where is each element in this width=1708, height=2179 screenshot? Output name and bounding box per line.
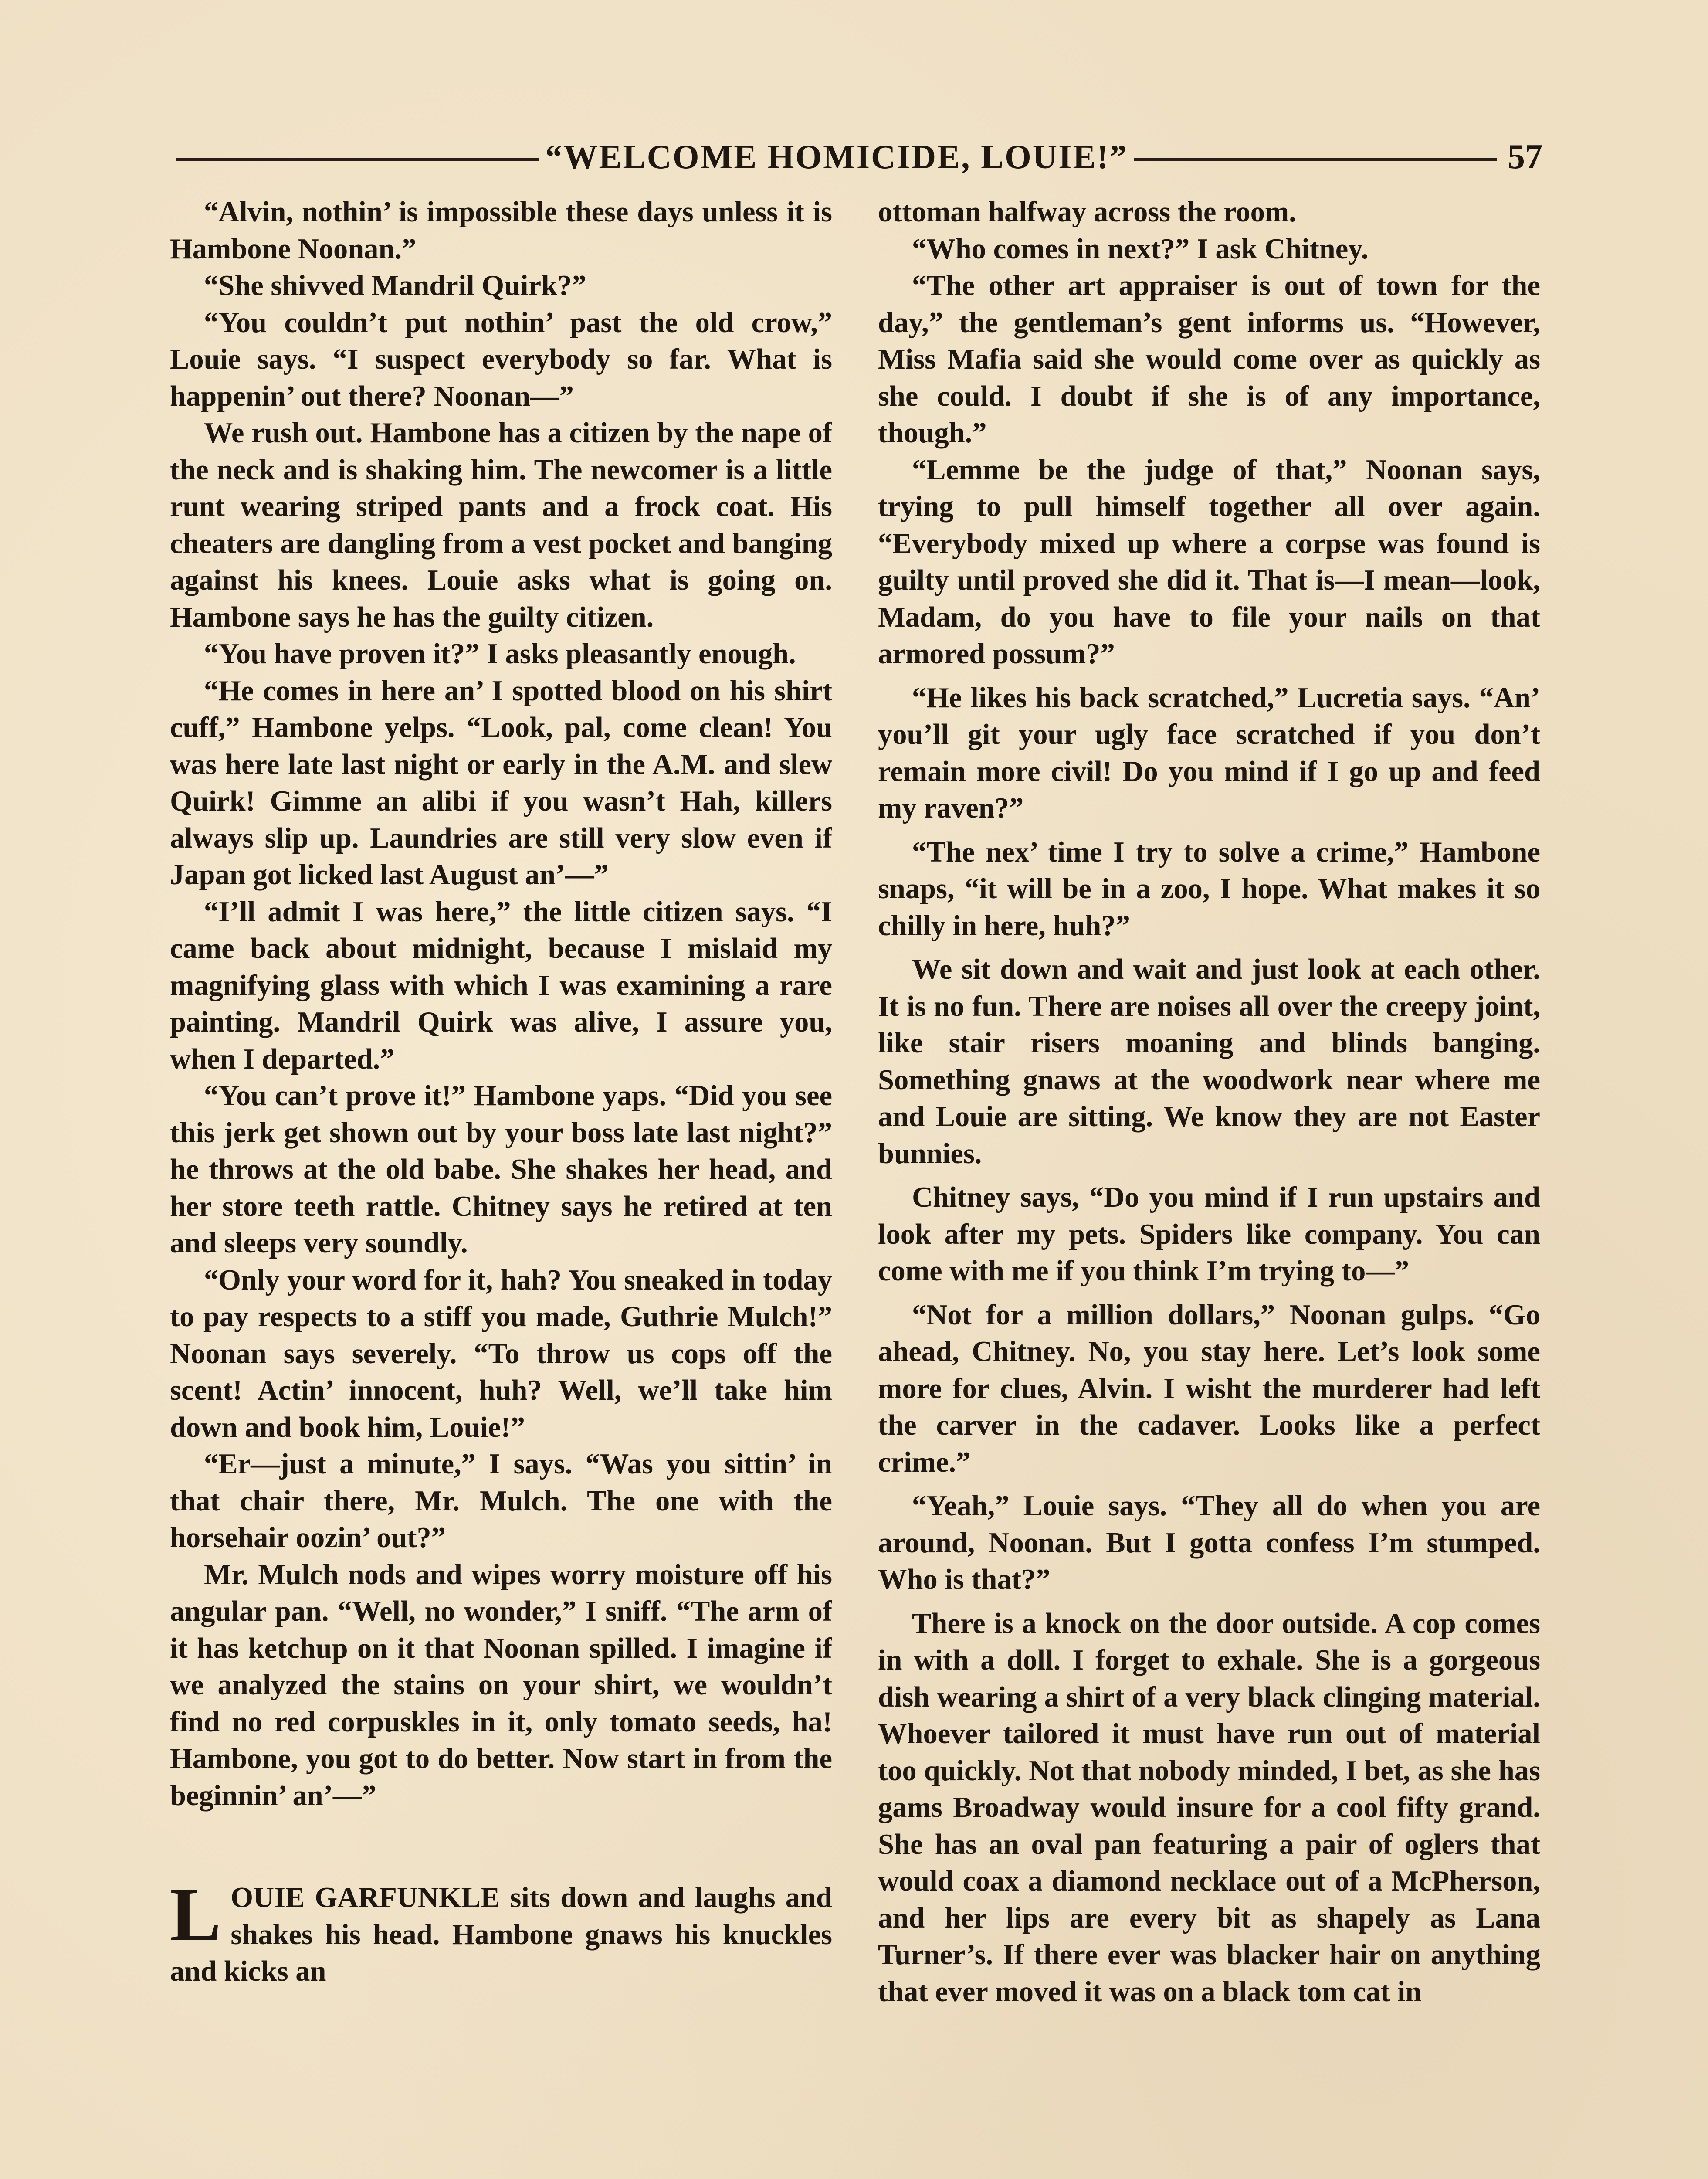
paragraph: “You have proven it?” I asks pleasantly enough. bbox=[204, 638, 796, 670]
paragraph: Chitney says, “Do you mind if I run upstairs and look after my pets. Spiders like company. You can come with me if you think I’m trying to—” bbox=[878, 1181, 1540, 1287]
running-title: “WELCOME HOMICIDE, LOUIE!” bbox=[545, 138, 1128, 176]
paragraph: Mr. Mulch nods and wipes worry moisture off his angular pan. “Well, no wonder,” I sniff. “The arm of it has ketchup on it that Noonan spilled. I imagine if we analyzed the stains on your shirt, we wouldn’t find no red corpuskles in it, only tomato seeds, ha! Hambone, you got to do better. Now start in from the beginnin’ an’—” bbox=[170, 1558, 832, 1812]
paragraph: “Yeah,” Louie says. “They all do when you are around, Noonan. But I gotta confess I’m stumped. Who is that?” bbox=[878, 1490, 1540, 1595]
paragraph: “Who comes in next?” I ask Chitney. bbox=[912, 233, 1369, 265]
paragraph: We sit down and wait and just look at each other. It is no fun. There are noises all over the creepy joint, like stair risers moaning and blinds banging. Something gnaws at the woodwork near where me and Louie are sitting. We know they are not Easter bunnies. bbox=[878, 954, 1540, 1170]
header-rule-left bbox=[176, 158, 539, 161]
paragraph: “Only your word for it, hah? You sneaked in today to pay respects to a stiff you made, Guthrie Mulch!” Noonan says severely. “To throw us cops off the scent! Actin’ innocent, huh? Well, we’ll take him down and book him, Louie!” bbox=[170, 1264, 832, 1443]
paragraph: “Er—just a minute,” I says. “Was you sittin’ in that chair there, Mr. Mulch. The one with the horsehair oozin’ out?” bbox=[170, 1448, 832, 1554]
paragraph: We rush out. Hambone has a citizen by the nape of the neck and is shaking him. The newcomer is a little runt wearing striped pants and a frock coat. His cheaters are dangling from a vest pocket and banging against his knees. Louie asks what is going on. Hambone says he has the guilty citizen. bbox=[170, 417, 832, 633]
left-column bbox=[170, 194, 832, 2179]
paragraph: “She shivved Mandril Quirk?” bbox=[204, 270, 586, 302]
paragraph: “I’ll admit I was here,” the little citizen says. “I came back about midnight, because I mislaid my magnifying glass with which I was examining a rare painting. Mandril Quirk was alive, I assure you, when I departed.” bbox=[170, 896, 832, 1075]
page-number: 57 bbox=[1508, 137, 1542, 176]
paragraph-continuation: ottoman halfway across the room. bbox=[878, 196, 1296, 228]
paragraph: “He comes in here an’ I spotted blood on his shirt cuff,” Hambone yelps. “Look, pal, come clean! You was here late last night or early in the A.M. and slew Quirk! Gimme an alibi if you wasn’t Hah, killers always slip up. Laundries are still very slow even if Japan got licked last August an’—” bbox=[170, 675, 832, 891]
section-opening bbox=[170, 1872, 832, 1990]
paragraph: “You couldn’t put nothin’ past the old crow,” Louie says. “I suspect everybody so far. What is happenin’ out there? Noonan—” bbox=[170, 306, 832, 412]
paragraph: There is a knock on the door outside. A cop comes in with a doll. I forget to exhale. She is a gorgeous dish wearing a shirt of a very black clinging material. Whoever tailored it must have run out of material too quickly. Not that nobody minded, I bet, as she has gams Broadway would insure for a cool fifty grand. She has an oval pan featuring a pair of oglers that would coax a diamond necklace out of a McPherson, and her lips are every bit as shapely as Lana Turner’s. If there ever was blacker hair on anything that ever moved it was on a black tom cat in bbox=[878, 1607, 1540, 2008]
drop-cap: L bbox=[170, 1872, 221, 1957]
header-rule-right bbox=[1134, 158, 1497, 161]
paragraph: “He likes his back scratched,” Lucretia says. “An’ you’ll git your ugly face scratched if you don’t remain more civil! Do you mind if I go up and feed my raven?” bbox=[878, 682, 1540, 824]
paragraph: “You can’t prove it!” Hambone yaps. “Did you see this jerk get shown out by your boss late last night?” he throws at the old babe. She shakes her head, and her store teeth rattle. Chitney says he retired at ten and sleeps very soundly. bbox=[170, 1080, 832, 1259]
paragraph: “The other art appraiser is out of town for the day,” the gentleman’s gent informs us. “However, Miss Mafia said she would come over as quickly as she could. I doubt if she is of any importance, though.” bbox=[878, 270, 1540, 449]
paragraph: “The nex’ time I try to solve a crime,” Hambone snaps, “it will be in a zoo, I hope. What makes it so chilly in here, huh?” bbox=[878, 836, 1540, 942]
paragraph: “Alvin, nothin’ is impossible these days unless it is Hambone Noonan.” bbox=[170, 196, 832, 265]
section-text: OUIE GARFUNKLE sits down and laughs and shakes his head. Hambone gnaws his knuckles and kicks an bbox=[170, 1882, 832, 1987]
paragraph: “Lemme be the judge of that,” Noonan says, trying to pull himself together all over again. “Everybody mixed up where a corpse was found is guilty until proved she did it. That is—I mean—look, Madam, do you have to file your nails on that armored possum?” bbox=[878, 454, 1540, 670]
running-header bbox=[170, 126, 1542, 187]
paragraph: “Not for a million dollars,” Noonan gulps. “Go ahead, Chitney. No, you stay here. Let’s look some more for clues, Alvin. I wisht the murderer had left the carver in the cadaver. Looks like a perfect crime.” bbox=[878, 1299, 1540, 1478]
right-column bbox=[878, 194, 1540, 2179]
